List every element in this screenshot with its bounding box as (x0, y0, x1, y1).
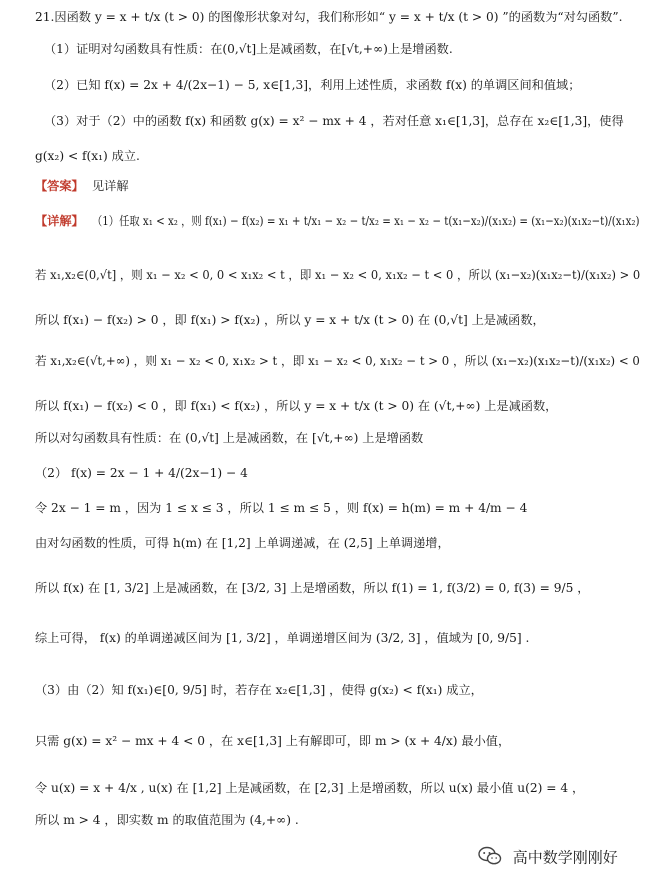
answer-text: 见详解 (92, 179, 129, 193)
watermark (478, 846, 618, 870)
wechat-icon (478, 846, 502, 870)
detail-label: 【详解】 (35, 214, 84, 228)
answer-label: 【答案】 (35, 179, 84, 193)
watermark-text: 高中数学刚刚好 (512, 848, 618, 867)
